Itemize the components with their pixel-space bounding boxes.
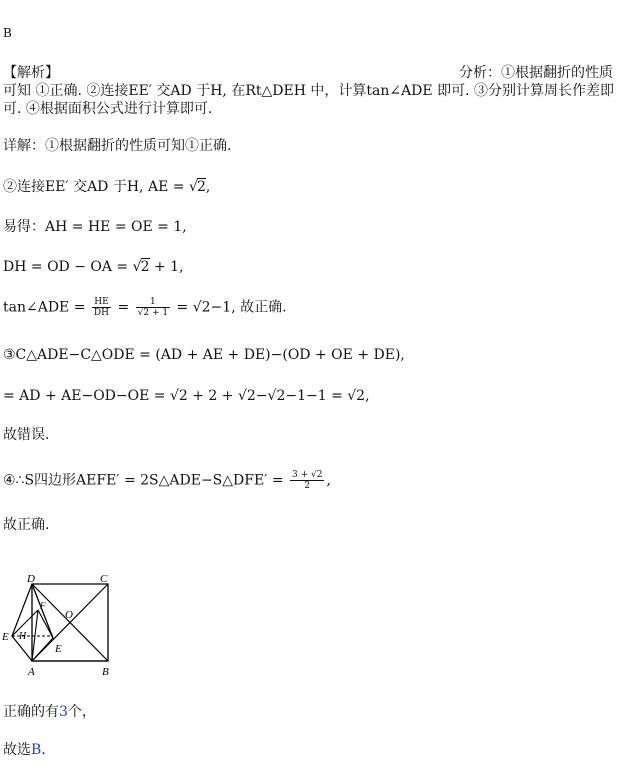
geometry-figure <box>0 572 120 682</box>
detail-line-2 <box>3 178 210 196</box>
detail-line-6: ③C△ADE−C△ODE = (AD + AE + DE)−(OD + OE + DE), <box>3 347 405 363</box>
choice-prefix: 故选 <box>3 742 31 758</box>
detail-line-8: 故错误. <box>3 427 50 443</box>
label-f: F <box>40 601 46 611</box>
detail-line-5 <box>3 297 287 318</box>
segment-fe <box>38 610 53 638</box>
label-h: H <box>19 631 27 642</box>
choice-suffix: . <box>41 742 46 758</box>
detail-line-2-text: ②连接EE′ 交AD 于H, AE = <box>3 179 189 195</box>
sqrt-radicand: 2 <box>140 259 150 275</box>
fraction-he-dh <box>92 297 111 318</box>
analysis-line-2: 可. ④根据面积公式进行计算即可. <box>3 101 213 117</box>
detail-line-12 <box>3 741 46 759</box>
fraction-numerator: HE <box>92 297 111 308</box>
label-b: B <box>102 666 109 678</box>
tan-result: = √2−1, 故正确. <box>176 299 287 316</box>
detail-line-11 <box>3 703 96 721</box>
analysis-tag: 【解析】 <box>3 65 59 81</box>
sqrt-radicand: 2 <box>196 179 206 195</box>
label-d: D <box>27 573 35 585</box>
analysis-line-1: 可知 ①正确. ②连接EE′ 交AD 于H, 在Rt△DEH 中，计算tan∠ADE 即可. ③分别计算周长作差即 <box>3 83 614 99</box>
detail-line-7: = AD + AE−OD−OE = √2 + 2 + √2−√2−1−1 = √2, <box>3 388 370 404</box>
count-suffix: 个， <box>67 704 96 720</box>
analysis-label: 分析：①根据翻折的性质 <box>459 65 613 81</box>
detail-line-10: 故正确. <box>3 517 50 533</box>
detail-line-9 <box>3 470 331 491</box>
detail-line-9-suffix: , <box>326 472 331 489</box>
detail-line-4 <box>3 258 184 276</box>
segment-ea <box>32 638 53 661</box>
fraction-denominator: 2 <box>304 481 311 491</box>
label-o: O <box>65 609 73 621</box>
fraction-denominator: DH <box>93 308 109 318</box>
detail-line-4-text: DH = OD − OA = <box>3 259 133 275</box>
label-e: E <box>55 643 62 655</box>
detail-line-1: 详解：①根据翻折的性质可知①正确. <box>3 138 232 154</box>
label-e-prime: E <box>2 631 9 643</box>
choice-letter: B <box>31 742 42 758</box>
fraction-denominator: √2 + 1 <box>137 308 169 318</box>
detail-line-3: 易得：AH = HE = OE = 1, <box>3 219 187 235</box>
detail-line-4-suffix: + 1, <box>149 259 184 275</box>
label-a: A <box>28 666 35 678</box>
count-prefix: 正确的有 <box>3 704 59 720</box>
fraction-numerator: 3 + √2 <box>292 470 323 480</box>
tan-label: tan∠ADE = <box>3 299 86 316</box>
count-number: 3 <box>59 704 68 720</box>
label-c: C <box>100 573 108 585</box>
triangle-de-prime-a <box>12 584 32 661</box>
equals-sign: = <box>117 299 130 316</box>
answer-letter: B <box>3 26 12 40</box>
sqrt-symbol <box>189 179 206 195</box>
fraction-one-over <box>136 297 170 318</box>
detail-line-2-suffix: , <box>205 179 211 195</box>
fraction-numerator: 1 <box>136 297 170 308</box>
area-expression: ④∴S四边形AEFE′ = 2S△ADE−S△DFE′ = <box>3 472 284 489</box>
sqrt-symbol <box>133 259 150 275</box>
fraction-area <box>290 470 324 491</box>
